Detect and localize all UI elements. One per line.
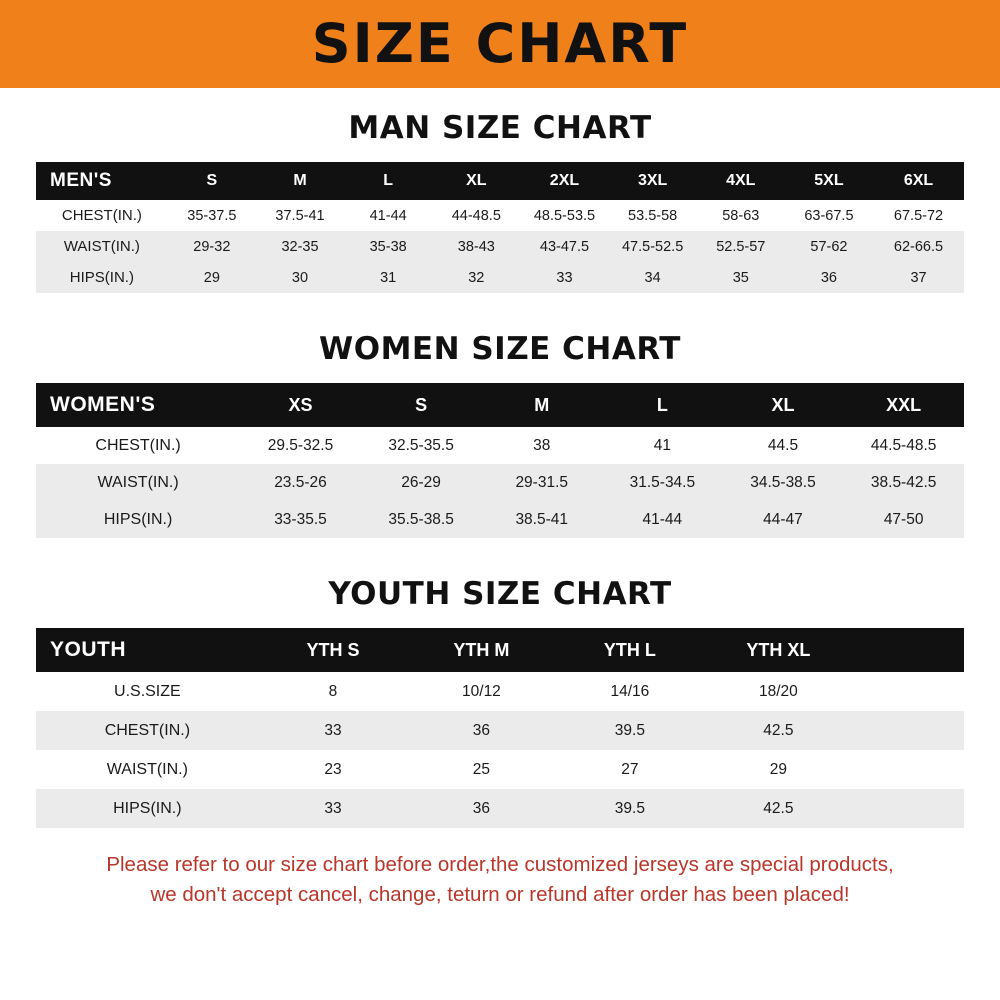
cell-spacer [853,711,964,750]
youth-row-label: CHEST(IN.) [36,711,259,750]
content [0,88,1000,1000]
cell: 23 [259,750,407,789]
youth-header-size: YTH M [407,628,555,672]
man-header-size: L [344,162,432,200]
cell: 18/20 [704,672,852,711]
cell: 35-37.5 [168,200,256,231]
cell: 14/16 [556,672,704,711]
table-row [36,750,964,789]
page-title: SIZE CHART [311,12,689,75]
cell: 39.5 [556,789,704,828]
cell: 37.5-41 [256,200,344,231]
cell: 34.5-38.5 [723,464,844,501]
women-row-label: HIPS(IN.) [36,501,240,538]
cell: 35 [697,262,785,293]
cell: 31 [344,262,432,293]
cell: 38 [481,427,602,464]
cell: 47-50 [843,501,964,538]
cell: 23.5-26 [240,464,361,501]
man-size-table [36,162,964,293]
women-table-header-row [36,383,964,427]
man-row-label: CHEST(IN.) [36,200,168,231]
table-row [36,464,964,501]
cell: 67.5-72 [873,200,964,231]
man-section-title: MAN SIZE CHART [348,110,652,146]
cell: 33 [520,262,608,293]
man-header-size: 2XL [520,162,608,200]
cell: 27 [556,750,704,789]
cell: 38-43 [432,231,520,262]
table-row [36,427,964,464]
table-row [36,789,964,828]
table-row [36,501,964,538]
women-header-label: WOMEN'S [36,383,240,427]
footer-note [36,850,964,915]
table-row [36,231,964,262]
cell: 63-67.5 [785,200,873,231]
youth-header-label: YOUTH [36,628,259,672]
man-header-size: 4XL [697,162,785,200]
cell: 58-63 [697,200,785,231]
youth-header-spacer [853,628,964,672]
banner [0,0,1000,88]
cell: 39.5 [556,711,704,750]
cell: 10/12 [407,672,555,711]
cell: 57-62 [785,231,873,262]
cell: 42.5 [704,711,852,750]
cell: 35-38 [344,231,432,262]
youth-row-label: HIPS(IN.) [36,789,259,828]
man-header-size: 6XL [873,162,964,200]
cell-spacer [853,789,964,828]
youth-row-label: U.S.SIZE [36,672,259,711]
table-row [36,200,964,231]
cell: 44.5 [723,427,844,464]
cell: 41-44 [602,501,723,538]
cell: 32 [432,262,520,293]
cell: 36 [407,711,555,750]
women-header-size: XXL [843,383,964,427]
cell: 43-47.5 [520,231,608,262]
cell: 29.5-32.5 [240,427,361,464]
cell: 33 [259,711,407,750]
women-size-table [36,383,964,538]
man-header-size: M [256,162,344,200]
women-header-size: XL [723,383,844,427]
cell: 31.5-34.5 [602,464,723,501]
table-row [36,711,964,750]
man-row-label: HIPS(IN.) [36,262,168,293]
cell: 36 [785,262,873,293]
cell: 44.5-48.5 [843,427,964,464]
cell: 29 [704,750,852,789]
table-row [36,672,964,711]
man-table-header-row [36,162,964,200]
cell-spacer [853,750,964,789]
women-row-label: CHEST(IN.) [36,427,240,464]
cell-spacer [853,672,964,711]
cell: 44-47 [723,501,844,538]
cell: 52.5-57 [697,231,785,262]
table-row [36,262,964,293]
women-section-title: WOMEN SIZE CHART [319,331,681,367]
cell: 29 [168,262,256,293]
cell: 33 [259,789,407,828]
cell: 29-32 [168,231,256,262]
women-header-size: M [481,383,602,427]
footer-note-line-1: Please refer to our size chart before order,the customized jerseys are special products, [106,853,894,876]
cell: 34 [609,262,697,293]
youth-header-size: YTH S [259,628,407,672]
women-header-size: S [361,383,482,427]
cell: 25 [407,750,555,789]
cell: 32-35 [256,231,344,262]
women-header-size: XS [240,383,361,427]
man-row-label: WAIST(IN.) [36,231,168,262]
cell: 41 [602,427,723,464]
cell: 32.5-35.5 [361,427,482,464]
youth-row-label: WAIST(IN.) [36,750,259,789]
cell: 33-35.5 [240,501,361,538]
cell: 26-29 [361,464,482,501]
man-header-size: S [168,162,256,200]
youth-header-size: YTH L [556,628,704,672]
cell: 35.5-38.5 [361,501,482,538]
man-header-size: XL [432,162,520,200]
cell: 48.5-53.5 [520,200,608,231]
cell: 47.5-52.5 [609,231,697,262]
cell: 44-48.5 [432,200,520,231]
cell: 42.5 [704,789,852,828]
cell: 36 [407,789,555,828]
cell: 53.5-58 [609,200,697,231]
youth-section-title: YOUTH SIZE CHART [328,576,672,612]
footer-note-line-2: we don't accept cancel, change, teturn or refund after order has been placed! [150,882,850,906]
women-header-size: L [602,383,723,427]
cell: 30 [256,262,344,293]
cell: 41-44 [344,200,432,231]
youth-size-table [36,628,964,828]
man-header-size: 3XL [609,162,697,200]
women-row-label: WAIST(IN.) [36,464,240,501]
cell: 29-31.5 [481,464,602,501]
youth-header-size: YTH XL [704,628,852,672]
cell: 8 [259,672,407,711]
cell: 62-66.5 [873,231,964,262]
cell: 38.5-41 [481,501,602,538]
man-header-label: MEN'S [36,162,168,200]
youth-table-header-row [36,628,964,672]
cell: 38.5-42.5 [843,464,964,501]
man-header-size: 5XL [785,162,873,200]
cell: 37 [873,262,964,293]
